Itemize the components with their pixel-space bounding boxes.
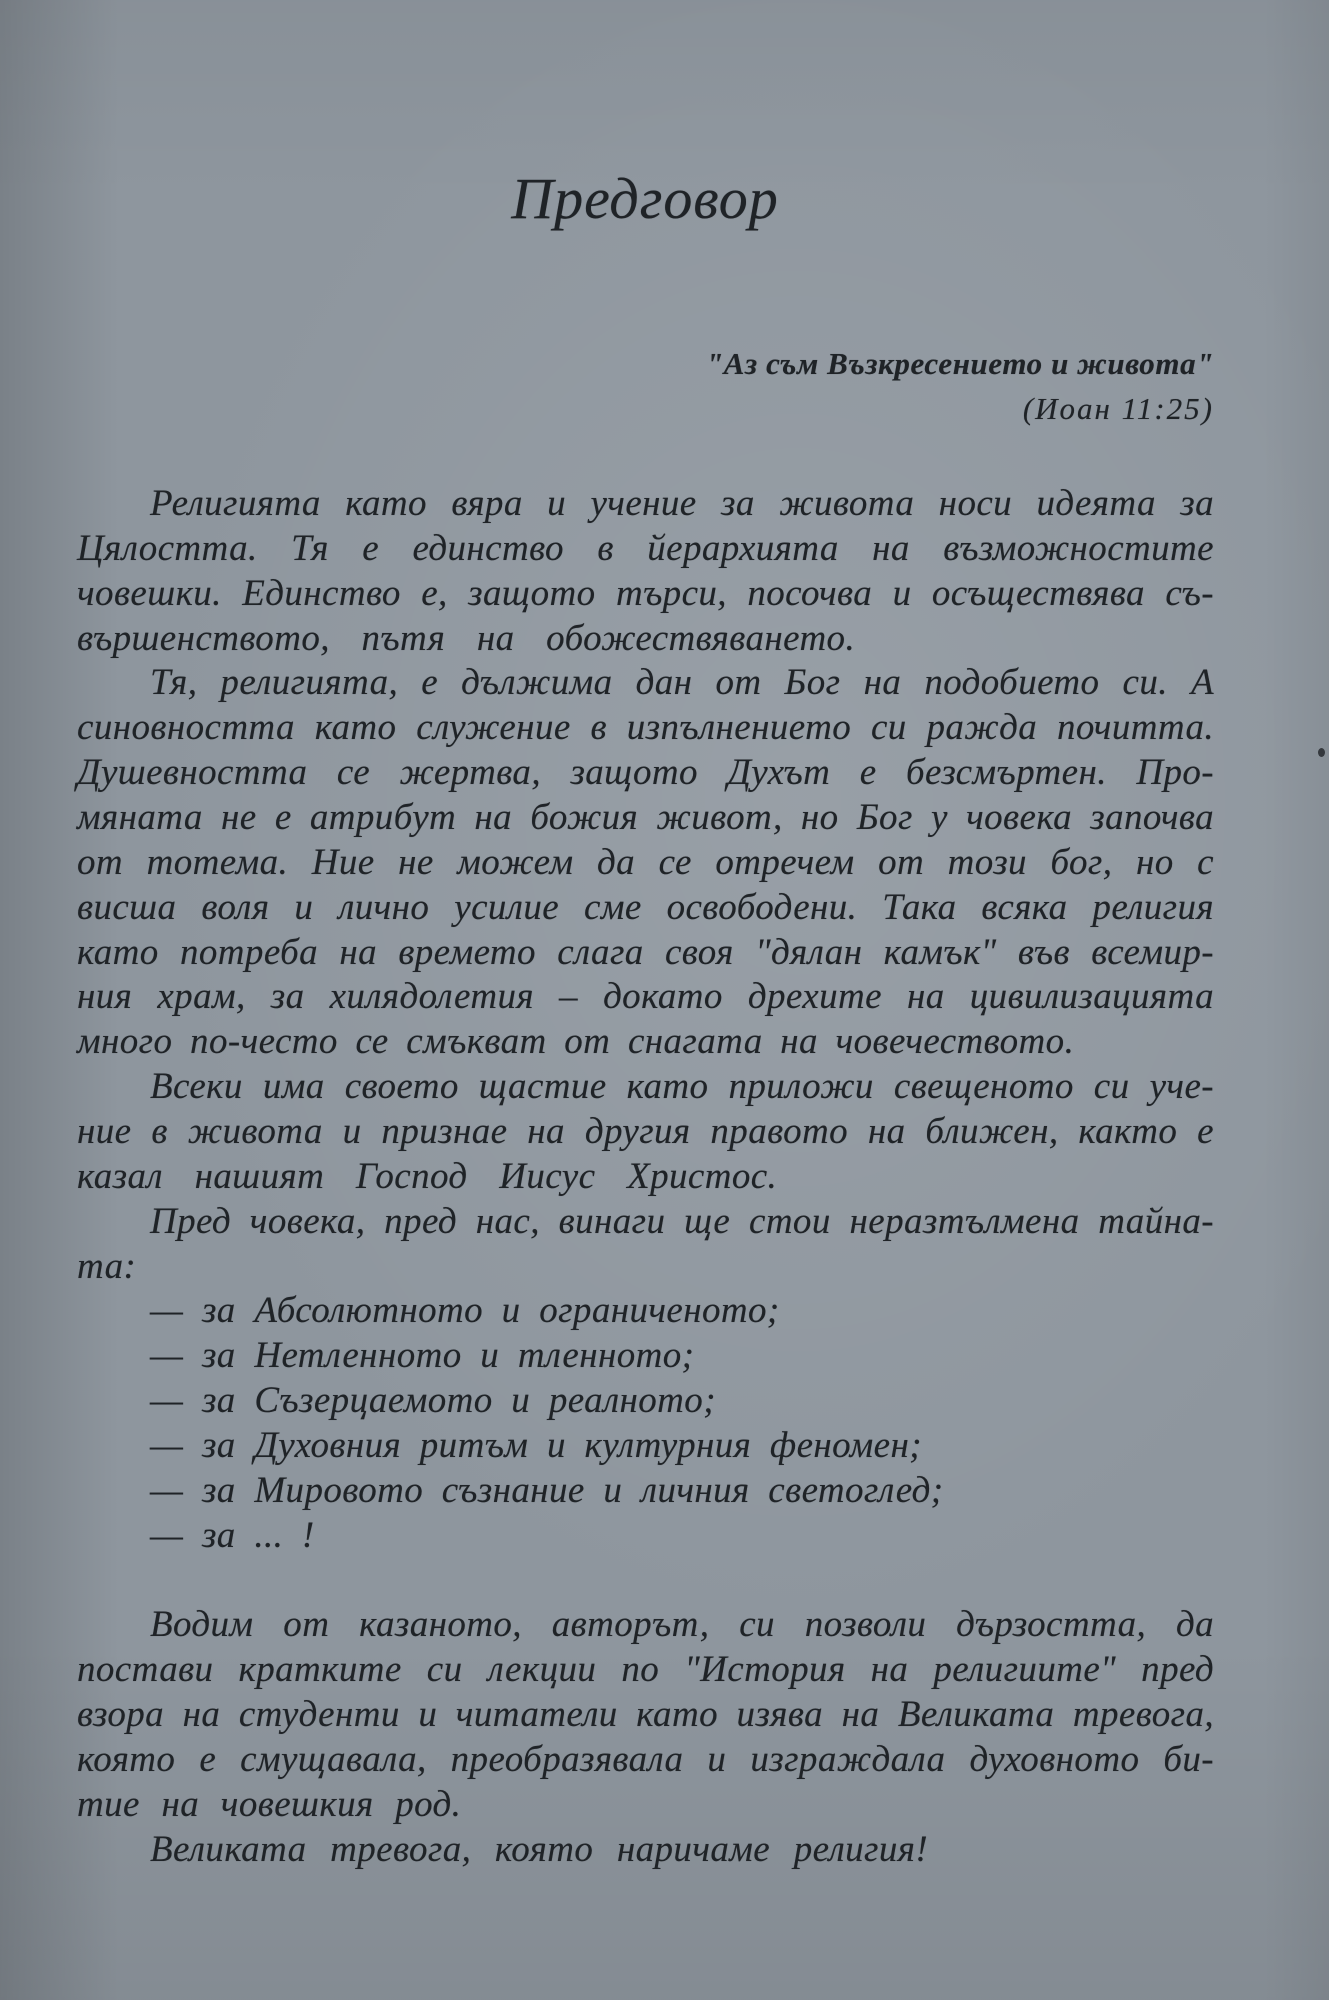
paragraph-line: та: — [77, 1245, 137, 1287]
list-item: — за Мировото съзнание и личния светоглед; — [150, 1469, 944, 1511]
epigraph-source: (Иоан 11:25) — [1022, 391, 1214, 426]
paragraph-line: Религията като вяра и учение за живота носи идеята за — [150, 483, 1214, 524]
epigraph — [706, 341, 1214, 431]
paragraph-line: човешки. Единство е, защото търси, посочва и осъществява съ- — [77, 572, 1214, 614]
list-item: — за Духовния ритъм и културния феномен; — [150, 1425, 922, 1467]
paragraph-line: Цялостта. Тя е единство в йерархията на възможностите — [77, 527, 1214, 569]
paragraph-4 — [77, 1200, 1214, 1290]
paragraph-line: Великата тревога, която наричаме религия! — [150, 1828, 929, 1870]
mysteries-list — [77, 1289, 1214, 1558]
page-title: Предговор — [511, 166, 779, 231]
paragraph-line: мяната не е атрибут на божия живот, но Бог у човека започва — [77, 797, 1214, 839]
section-gap — [77, 1559, 1214, 1604]
paragraph-line: Тя, религията, е дължима дан от Бог на подобието си. А — [150, 662, 1214, 704]
paragraph-2 — [77, 661, 1214, 1065]
paragraph-line: постави кратките си лекции по "История на религиите" пред — [77, 1649, 1214, 1691]
epigraph-quote: "Аз съм Възкресението и живота" — [705, 346, 1214, 381]
paragraph-line: Пред човека, пред нас, винаги ще стои неразтълмена тайна- — [150, 1200, 1214, 1242]
list-item: — за ... ! — [150, 1514, 315, 1556]
paragraph-5 — [77, 1603, 1214, 1827]
paragraph-line: която е смущавала, преобразявала и изграждала духовното би- — [77, 1739, 1214, 1781]
paragraph-line: висша воля и лично усилие сме освободени. Така всяка религия — [77, 886, 1214, 928]
preface-body — [77, 482, 1214, 1873]
paragraph-1 — [77, 482, 1214, 661]
paragraph-line: взора на студенти и читатели като изява на Великата тревога, — [77, 1694, 1214, 1736]
paragraph-line: тие на човешкия род. — [77, 1783, 462, 1825]
paragraph-line: Всеки има своето щастие като приложи свещеното си уче- — [150, 1066, 1214, 1108]
paragraph-line: вършенството, пътя на обожествяването. — [77, 617, 856, 659]
paragraph-line: ние в живота и признае на другия правото на ближен, както е — [77, 1111, 1214, 1153]
paragraph-line: Душевността се жертва, защото Духът е безсмъртен. Про- — [77, 752, 1214, 794]
paragraph-line: казал нашият Господ Иисус Христос. — [77, 1155, 778, 1197]
paragraph-line: Водим от казаното, авторът, си позволи дързостта, да — [150, 1604, 1214, 1646]
paragraph-6 — [77, 1828, 1214, 1873]
paragraph-3 — [77, 1065, 1214, 1200]
paragraph-line: много по-често се смъкват от снагата на човечеството. — [77, 1021, 1075, 1063]
list-item: — за Съзерцаемото и реалното; — [150, 1380, 716, 1422]
paragraph-line: ния храм, за хилядолетия – докато дрехите на цивилизацията — [77, 976, 1214, 1018]
paper-speck — [1318, 748, 1325, 757]
paragraph-line: като потреба на времето слага своя "дялан камък" във всемир- — [77, 931, 1214, 973]
list-item: — за Абсолютното и ограниченото; — [150, 1290, 780, 1332]
paragraph-line: от тотема. Ние не можем да се отречем от този бог, но с — [77, 841, 1214, 883]
paragraph-line: синовността като служение в изпълнението си ражда почитта. — [77, 707, 1214, 749]
list-item: — за Нетленното и тленното; — [150, 1335, 695, 1377]
